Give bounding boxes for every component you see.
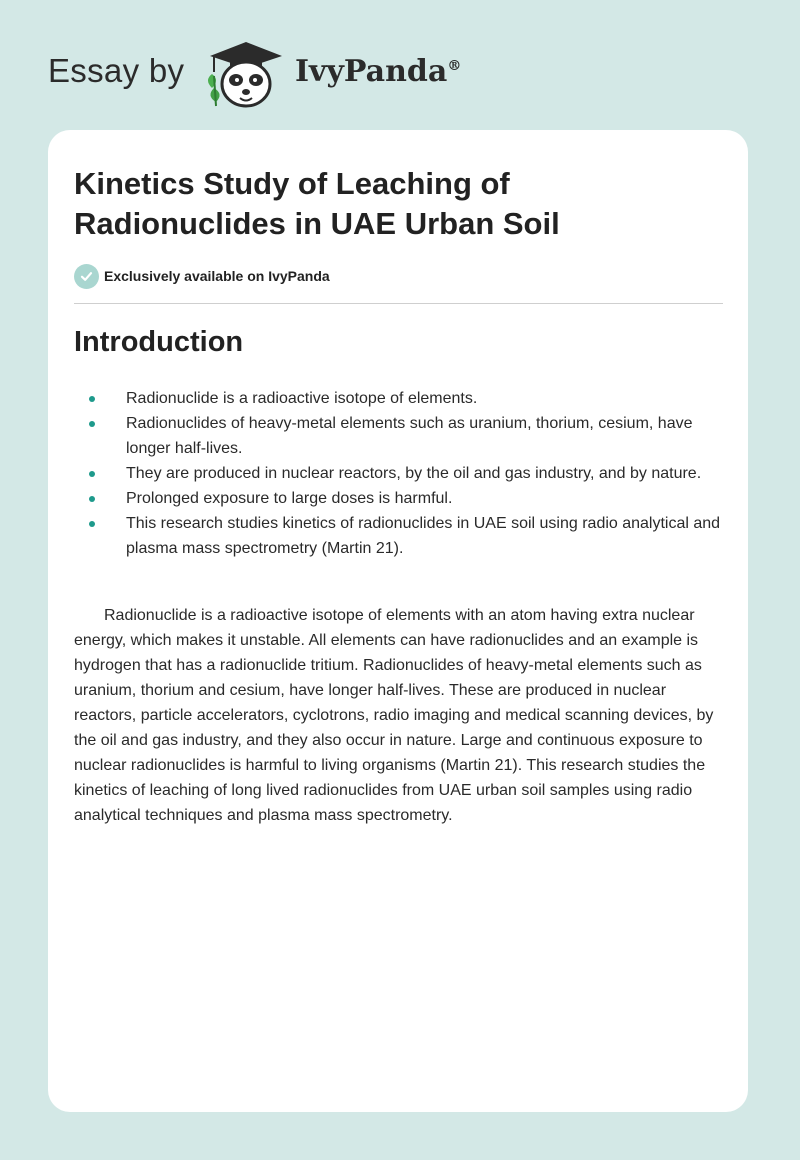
divider	[74, 303, 723, 304]
list-item: Radionuclide is a radioactive isotope of elements.	[126, 386, 726, 411]
list-item: Radionuclides of heavy-metal elements such as uranium, thorium, cesium, have longer half-lives.	[126, 411, 726, 461]
registered-mark: ®	[447, 58, 462, 74]
title-line-1: Kinetics Study of Leaching of	[74, 166, 510, 201]
bullet-dot	[89, 496, 95, 502]
check-circle-icon	[74, 264, 99, 289]
body-paragraph: Radionuclide is a radioactive isotope of elements with an atom having extra nuclear energy, which makes it unstable. All elements can have radionuclides and an example is hydrogen that has a radionuclide tritium. Radionuclides of heavy-metal elements such as uranium, thorium and cesium, have longer half-lives. These are produced in nuclear reactors, particle accelerators, cyclotrons, radio imaging and medical scanning devices, by the oil and gas industry, and they also occur in nature. Large and continuous exposure to nuclear radionuclides is harmful to living organisms (Martin 21). This research studies the kinetics of leaching of long lived radionuclides from UAE urban soil samples using radio analytical techniques and plasma mass spectrometry.	[74, 607, 714, 824]
badge-text: Exclusively available on IvyPanda	[104, 268, 330, 284]
site-header	[48, 34, 648, 110]
list-item: Prolonged exposure to large doses is harmful.	[126, 486, 726, 511]
list-item: They are produced in nuclear reactors, by the oil and gas industry, and by nature.	[126, 461, 726, 486]
title-line-2: Radionuclides in UAE Urban Soil	[74, 206, 560, 241]
brand-name[interactable]: IvyPanda®	[295, 54, 462, 89]
bullet-list	[126, 386, 726, 561]
list-item: This research studies kinetics of radionuclides in UAE soil using radio analytical and plasma mass spectrometry (Martin 21).	[126, 511, 726, 561]
exclusive-badge	[74, 263, 330, 289]
essay-card	[48, 130, 748, 1112]
essay-title	[74, 164, 694, 244]
panda-graduation-cap-icon[interactable]	[202, 36, 286, 110]
bullet-dot	[89, 396, 95, 402]
bullet-dot	[89, 521, 95, 527]
brand-prefix: Essay by	[48, 52, 185, 89]
section-heading: Introduction	[74, 326, 244, 358]
bullet-dot	[89, 471, 95, 477]
bullet-dot	[89, 421, 95, 427]
